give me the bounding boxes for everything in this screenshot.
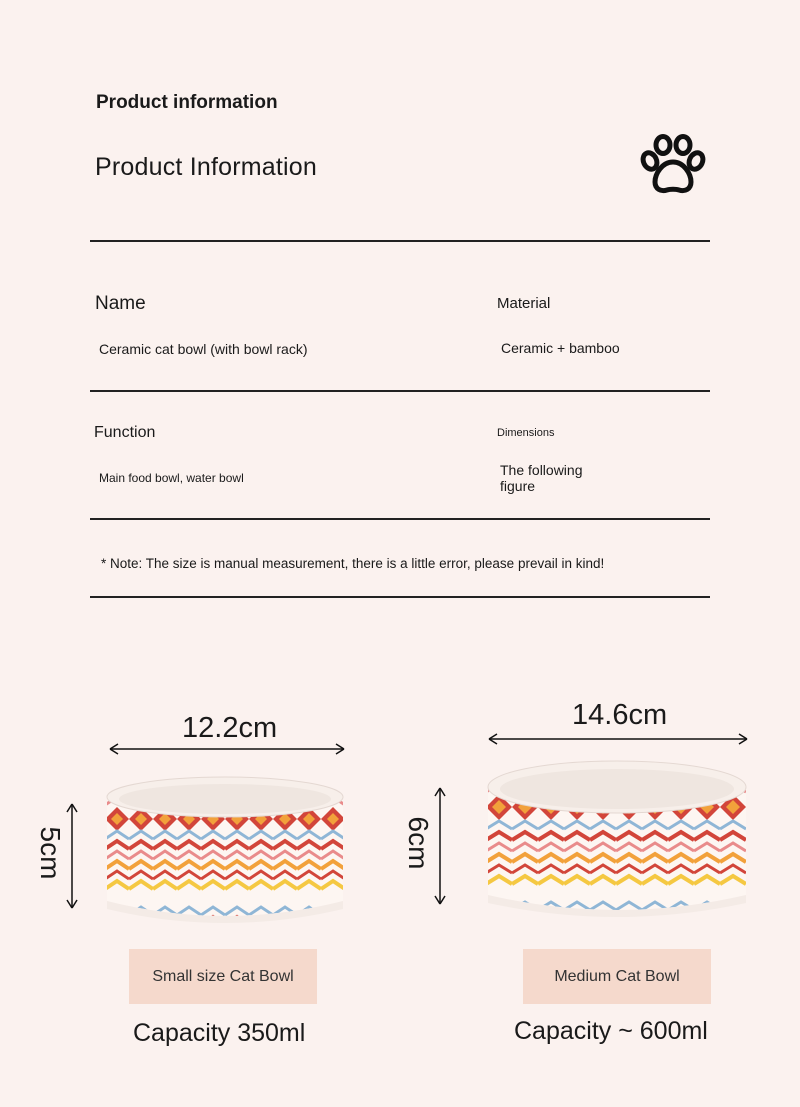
- material-value: Ceramic + bamboo: [501, 340, 620, 356]
- medium-bowl-width-label: 14.6cm: [572, 699, 668, 731]
- paw-icon: [640, 134, 706, 196]
- page-title: Product Information: [95, 153, 317, 181]
- small-bowl-width-arrow: [108, 742, 346, 756]
- divider: [90, 518, 710, 520]
- dimensions-value-line1: The following: [500, 462, 583, 478]
- function-label: Function: [94, 424, 156, 441]
- name-label: Name: [95, 293, 146, 314]
- section-title: Product information: [96, 92, 278, 113]
- material-label: Material: [497, 295, 551, 312]
- function-value: Main food bowl, water bowl: [99, 471, 244, 485]
- small-bowl-tag: Small size Cat Bowl: [129, 949, 317, 1004]
- divider: [90, 240, 710, 242]
- medium-bowl-height-label: 6cm: [403, 816, 434, 870]
- medium-bowl-image: [486, 759, 748, 925]
- name-value: Ceramic cat bowl (with bowl rack): [99, 341, 308, 357]
- medium-bowl-capacity: Capacity ~ 600ml: [514, 1017, 708, 1045]
- divider: [90, 596, 710, 598]
- dimensions-value-line2: figure: [500, 478, 536, 494]
- divider: [90, 390, 710, 392]
- dimensions-label: Dimensions: [497, 427, 555, 439]
- note-text: * Note: The size is manual measurement, there is a little error, please prevail in kind!: [101, 556, 605, 571]
- small-bowl-height-label: 5cm: [35, 826, 66, 880]
- small-bowl-image: [105, 775, 345, 927]
- medium-bowl-width-arrow: [487, 732, 749, 746]
- small-bowl-width-label: 12.2cm: [182, 712, 278, 744]
- small-bowl-capacity: Capacity 350ml: [133, 1019, 306, 1047]
- medium-bowl-tag: Medium Cat Bowl: [523, 949, 711, 1004]
